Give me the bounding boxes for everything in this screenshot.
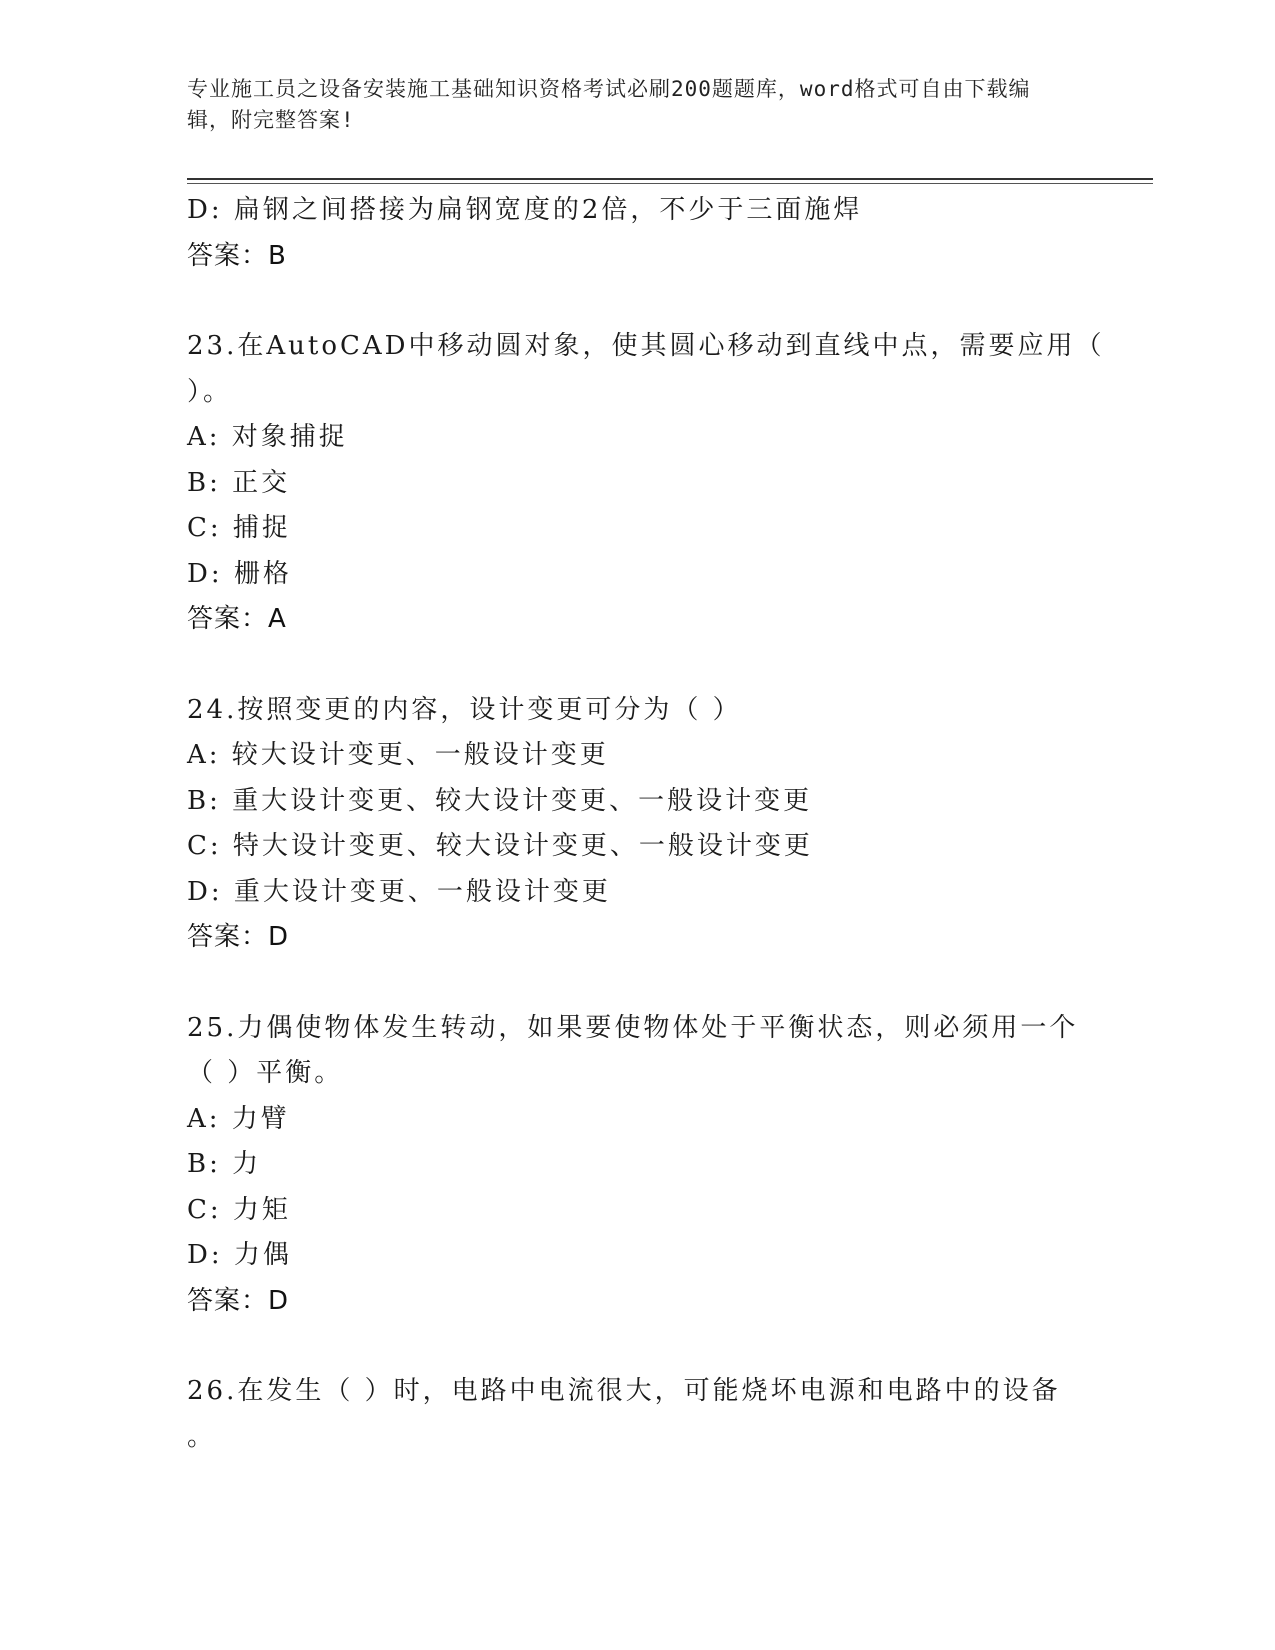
header-divider	[187, 178, 1153, 180]
spacer	[187, 961, 1087, 1006]
option-d: D: 力偶	[187, 1240, 292, 1270]
option-c: C: 力矩	[187, 1194, 291, 1225]
option-d: D: 扁钢之间搭接为扁钢宽度的2倍，不少于三面施焊	[187, 195, 863, 225]
question-stem: 24.按照变更的内容，设计变更可分为（ ）	[187, 694, 742, 725]
header-divider-thin	[187, 183, 1153, 184]
question-stem-continued: （ ）平衡。	[187, 1058, 344, 1088]
option-b: B: 力	[187, 1149, 262, 1179]
option-c: C: 捕捉	[187, 513, 291, 543]
option-a: A: 较大设计变更、一般设计变更	[187, 740, 609, 770]
option-a: A: 力臂	[187, 1103, 290, 1134]
document-header: 专业施工员之设备安装施工基础知识资格考试必刷200题题库，word格式可自由下载编辑，附完整答案!	[187, 77, 1031, 132]
option-c: C: 特大设计变更、较大设计变更、一般设计变更	[187, 831, 813, 861]
question-content	[187, 188, 1105, 1460]
option-d: D: 重大设计变更、一般设计变更	[187, 876, 611, 907]
answer-line: 答案：D	[187, 1285, 290, 1316]
answer-line: 答案：B	[187, 240, 287, 271]
spacer	[187, 279, 1087, 324]
question-stem: 23.在AutoCAD中移动圆对象，使其圆心移动到直线中点，需要应用（	[187, 331, 1105, 361]
option-d: D: 栅格	[187, 558, 292, 589]
question-stem-continued: 。	[187, 1421, 217, 1452]
question-stem: 26.在发生（ ）时，电路中电流很大，可能烧坏电源和电路中的设备	[187, 1376, 1061, 1406]
question-stem-continued: ）。	[187, 376, 233, 407]
spacer	[187, 643, 1087, 688]
option-b: B: 正交	[187, 467, 291, 498]
answer-line: 答案：D	[187, 922, 290, 952]
question-stem: 25.力偶使物体发生转动，如果要使物体处于平衡状态，则必须用一个	[187, 1012, 1079, 1043]
option-a: A: 对象捕捉	[187, 422, 348, 452]
spacer	[187, 1324, 1087, 1369]
answer-line: 答案：A	[187, 604, 287, 634]
option-b: B: 重大设计变更、较大设计变更、一般设计变更	[187, 785, 813, 816]
